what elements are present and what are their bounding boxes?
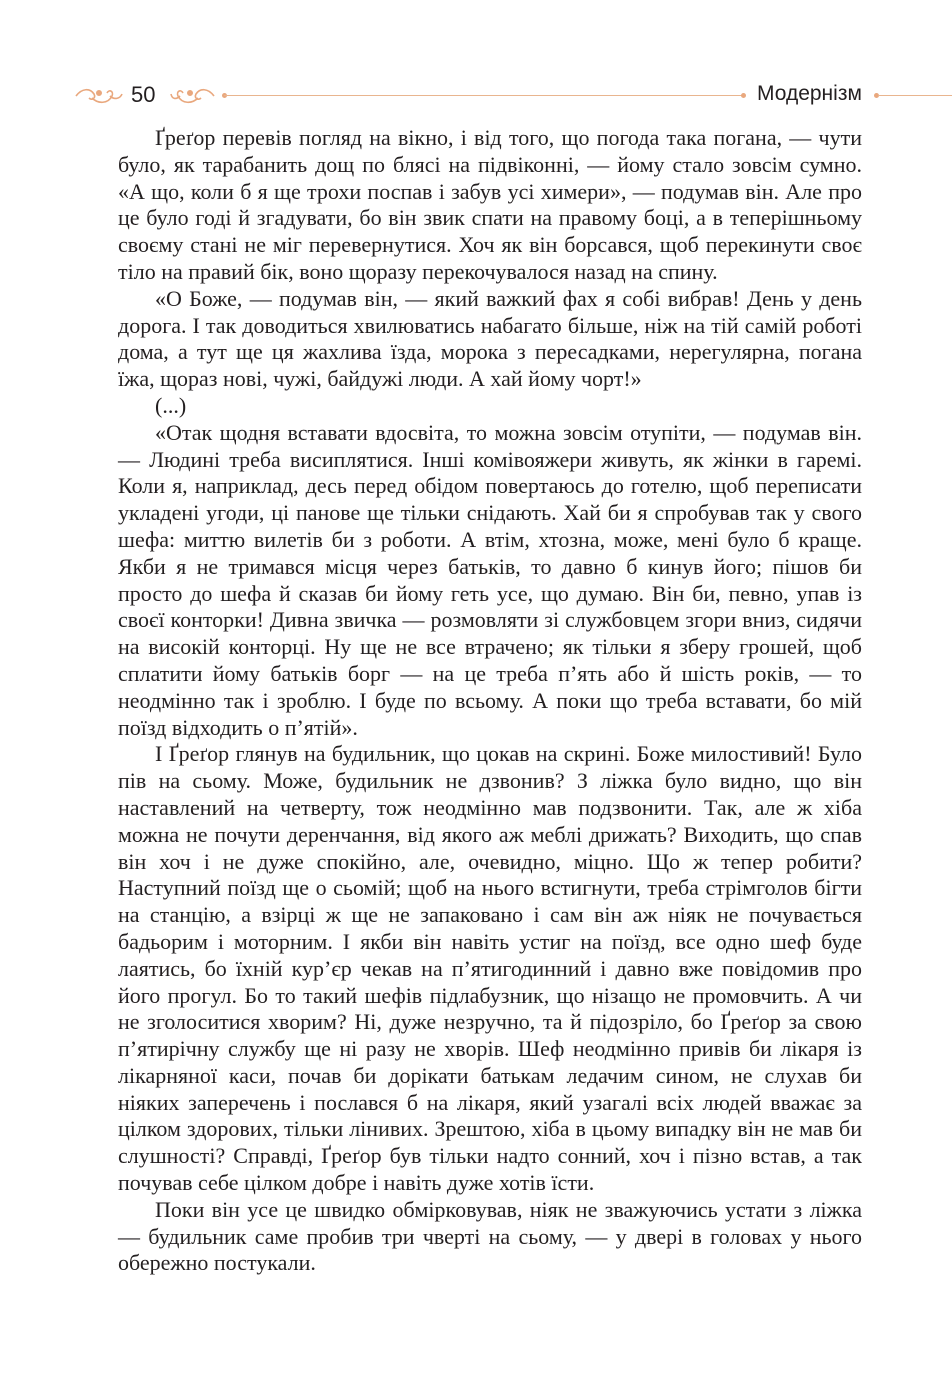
paragraph: «О Боже, — подумав він, — який важкий фах я собі вибрав! День у день дорога. І так доводиться хвилюватись набагато більше, ніж на тій самій роботі дома, а тут ще ця жахлива їзда, морока з пересадками, нерегулярна, погана їжа, щораз нові, чужі, байдужі люди. А хай йому чорт!» xyxy=(118,285,862,392)
page-header xyxy=(0,78,952,112)
body-text xyxy=(118,125,862,1277)
paragraph: (...) xyxy=(155,392,187,418)
header-rule xyxy=(878,95,952,96)
rule-dot xyxy=(741,93,746,98)
swirl-ornament-icon xyxy=(170,84,216,106)
paragraph: «Отак щодня вставати вдосвіта, то можна зовсім отупіти, — подумав він. — Людині треба висиплятися. Інші комівояжери живуть, як жінки в гаремі. Коли я, наприклад, десь перед обідом повертаюсь до готелю, щоб переписати укладені угоди, ці панове ще тільки снідають. Хай би я спробував так у свого шефа: миттю вилетів би з роботи. А втім, хтозна, може, мені було б краще. Якби я не тримався місця через батьків, то давно б кинув його; пішов би просто до шефа й сказав би йому геть усе, що думаю. Він би, певно, упав із своєї конторки! Дивна звичка — розмовляти зі службовцем згори вниз, сидячи на високій конторці. Ну ще не все втрачено; як тільки я зберу грошей, щоб сплатити йому батьків борг — на це треба п’ять або й шість років, — то неодмінно так і зроблю. І буде по всьому. А поки що треба вставати, бо мій поїзд відходить о п’ятій». xyxy=(118,419,862,740)
paragraph: Поки він усе це швидко обмірковував, ніяк не зважуючись устати з ліжка — будильник саме пробив три чверті на сьому, — у двері в головах у нього обережно постукали. xyxy=(118,1196,862,1276)
page-number: 50 xyxy=(131,82,156,107)
paragraph: І Ґреґор глянув на будильник, що цокав на скрині. Боже милостивий! Було пів на сьому. Може, будильник не дзвонив? З ліжка було видно, що він наставлений на четверту, тож неодмінно мав подзвонити. Так, але ж хіба можна не почути деренчання, від якого аж меблі дрижать? Виходить, що спав він хоч і не дуже спокійно, але, очевидно, міцно. Що ж тепер робити? Наступний поїзд ще о сьомій; щоб на нього встигнути, треба стрімголов бігти на станцію, а взірці ж ще не запаковано і сам він аж ніяк не почувається бадьорим і моторним. І якби він навіть устиг на поїзд, все одно шеф буде лаятись, бо їхній кур’єр чекав на п’ятигодинний і давно вже повідомив про його прогул. Бо то такий шефів підлабузник, що нізащо не промовчить. А чи не зголоситися хворим? Ні, дуже незручно, та й підозріло, бо Ґреґор за свою п’ятирічну службу ще ні разу не хворів. Шеф неодмінно привів би лікаря із лікарняної каси, почав би дорікати батькам ледачим сином, не слухав би ніяких заперечень і послався б на лікаря, який узагалі всіх людей вважає за цілком здорових, тільки лінивих. Зрештою, хіба в цьому випадку він не мав би слушності? Справді, Ґреґор був тільки надто сонний, хоч і пізно встав, а так почував себе цілком добре і навіть дуже хотів їсти. xyxy=(118,741,862,1196)
paragraph: Ґреґор перевів погляд на вікно, і від того, що погода така погана, — чути було, як тарабанить дощ по блясі на підвіконні, — йому стало зовсім сумно. «А що, коли б я ще трохи поспав і забув усі химери», — подумав він. Але про це було годі й згадувати, бо він звик спати на правому боці, а в теперішньому своєму стані не міг перевернутися. Хоч як він борсався, щоб перекинути своє тіло на правий бік, воно щоразу перекочувалося назад на спину. xyxy=(118,125,862,284)
header-rule xyxy=(224,95,744,96)
swirl-ornament-icon xyxy=(74,84,124,106)
section-title: Модернізм xyxy=(757,82,862,105)
